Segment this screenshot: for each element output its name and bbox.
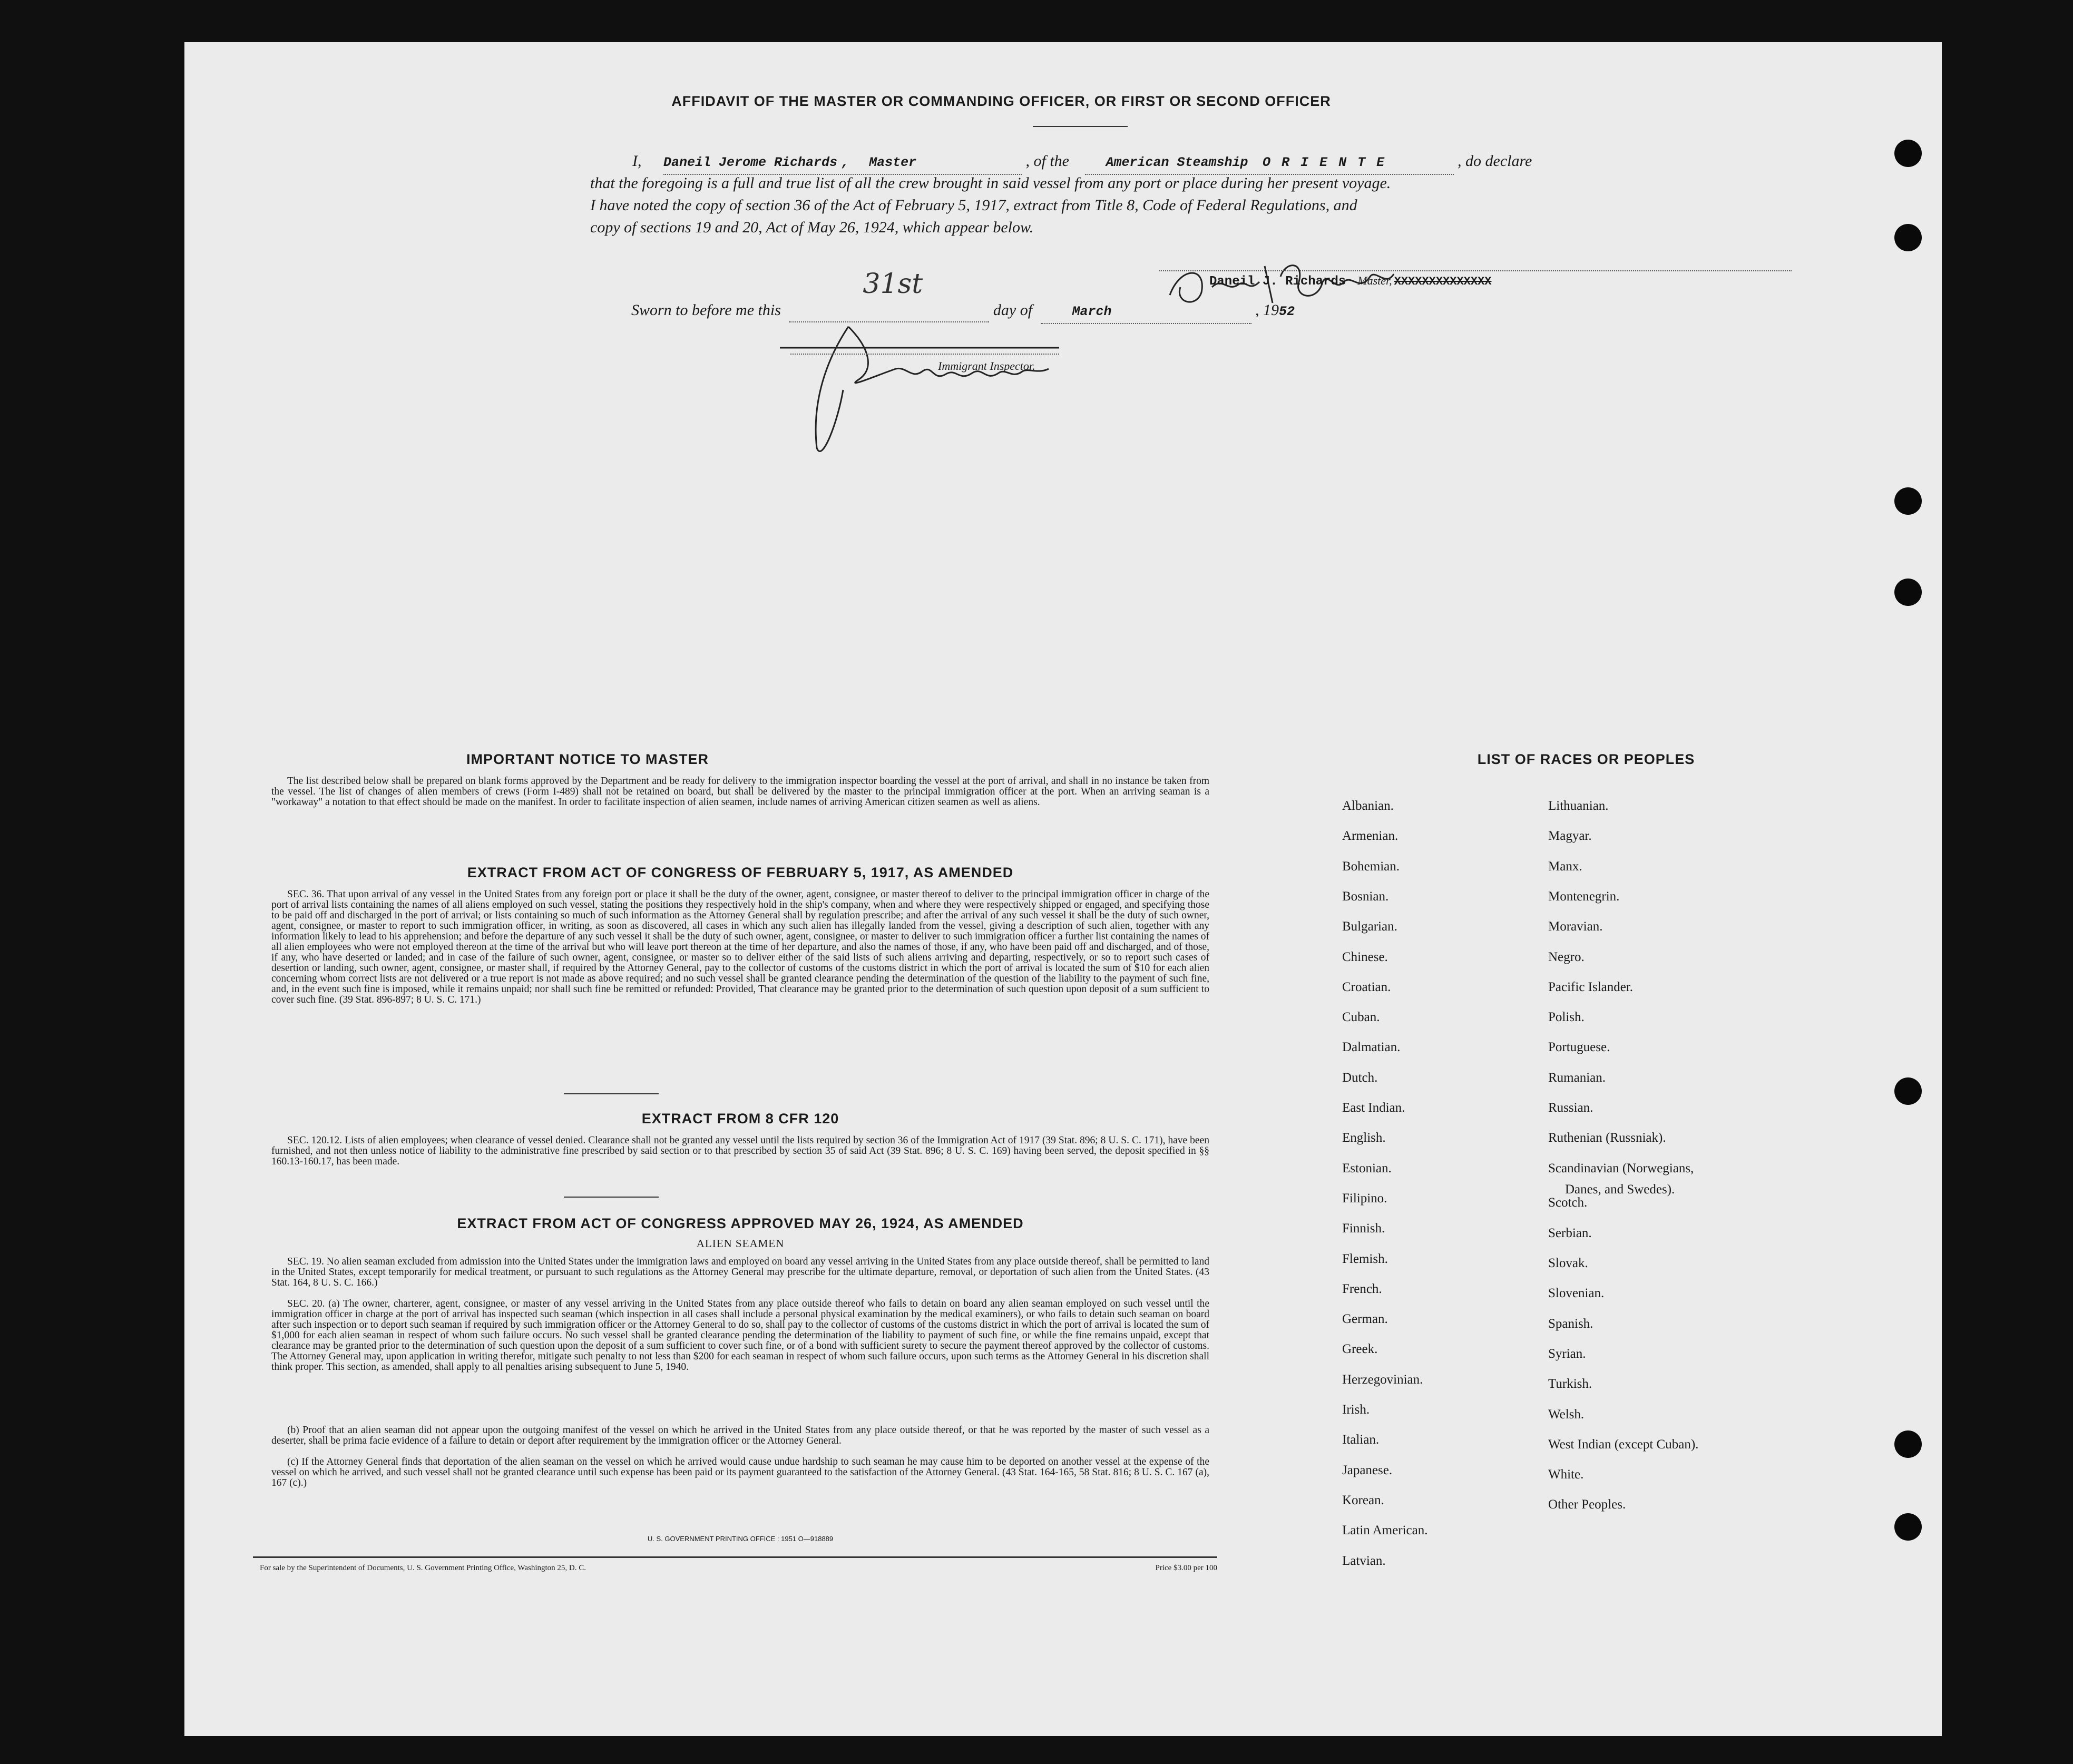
race-item: Welsh. bbox=[1548, 1407, 1585, 1422]
race-item: Rumanian. bbox=[1548, 1070, 1606, 1085]
race-item: Filipino. bbox=[1342, 1191, 1387, 1206]
printing-office-note: U. S. GOVERNMENT PRINTING OFFICE : 1951 O—918889 bbox=[647, 1535, 834, 1543]
declaration-line-2: that the foregoing is a full and true list of all the crew brought in said vessel from any port or place during her present voyage. bbox=[590, 174, 1391, 192]
binder-hole bbox=[1894, 579, 1922, 606]
race-item: Bohemian. bbox=[1342, 859, 1400, 874]
extract-1917-text: SEC. 36. That upon arrival of any vessel in the United States from any foreign port or place it shall be the duty of the owner, agent, consignee, or master thereof to deliver to the principal immigration officer in charge of the port of arrival lists containing the names of all aliens employed on such vessel, stating the positions they respectively hold in the ship's company, when and where they were respectively shipped or engaged, and specifying those to be paid off and discharged in the port of arrival; or lists containing so much of such information as the Attorney General shall by regulation prescribe; and after the arrival of any such vessel it shall be the duty of such owner, agent, consignee, or master to report to such immigration officer, in writing, as soon as discovered, all cases in which any such alien has illegally landed from the vessel, giving a description of such alien, together with any information likely to lead to his apprehension; and before the departure of any such vessel it shall be the duty of such owner, agent, consignee, or master to deliver to such immigration officer a further list containing the names of all alien employees who were not employed thereon at the time of the arrival but who will leave port thereon at the time of her departure, and also the names of those, if any, who have been paid off and discharged, and of those, if any, who have deserted or landed; and in case of the failure of such owner, agent, consignee, or master so to deliver either of the said lists of such aliens arriving and departing, respectively, or so to report such cases of desertion or landing, such owner, agent, consignee, or master shall, if required by the Attorney General, pay to the collector of customs of the customs district in which the port of arrival is located the sum of $10 for each alien concerning whom correct lists are not delivered or a true report is not made as above required; and no such vessel shall be granted clearance pending the determination of the question of the liability to the payment of such fine, and, in the event such fine is imposed, while it remains unpaid; nor shall such fine be remitted or refunded: Provided, That clearance may be granted prior to the determination of such question upon deposit of a sum sufficient to cover such fine. (39 Stat. 896-897; 8 U. S. C. 171.) bbox=[271, 889, 1209, 1005]
race-item: Dutch. bbox=[1342, 1070, 1378, 1085]
master-name-value: Daneil Jerome Richards bbox=[663, 155, 838, 170]
race-item: Spanish. bbox=[1548, 1316, 1593, 1331]
race-item: Negro. bbox=[1548, 949, 1585, 964]
race-item: Polish. bbox=[1548, 1010, 1585, 1025]
price-note: Price $3.00 per 100 bbox=[1155, 1564, 1217, 1572]
race-item: Japanese. bbox=[1342, 1463, 1393, 1477]
footer-rule bbox=[253, 1556, 1217, 1558]
master-signature-block bbox=[1209, 274, 1491, 289]
notice-heading: IMPORTANT NOTICE TO MASTER bbox=[466, 751, 709, 767]
race-item: Finnish. bbox=[1342, 1221, 1385, 1236]
race-item: English. bbox=[1342, 1131, 1386, 1145]
inspector-handwritten-signature bbox=[764, 316, 1070, 469]
vessel-name-value: O R I E N T E bbox=[1263, 155, 1386, 170]
sworn-month-value: March bbox=[1072, 304, 1112, 319]
year-prefix-label: , 19 bbox=[1255, 301, 1279, 319]
race-item: East Indian. bbox=[1342, 1101, 1405, 1115]
race-item: Armenian. bbox=[1342, 829, 1399, 844]
i-label: I, bbox=[632, 152, 642, 170]
inspector-signature-line bbox=[790, 353, 1059, 355]
extract-cfr-heading: EXTRACT FROM 8 CFR 120 bbox=[641, 1111, 839, 1126]
binder-hole bbox=[1894, 140, 1922, 167]
race-item: Portuguese. bbox=[1548, 1040, 1610, 1055]
race-item: Magyar. bbox=[1548, 829, 1592, 844]
race-item: Pacific Islander. bbox=[1548, 979, 1634, 994]
race-item: Russian. bbox=[1548, 1101, 1593, 1115]
day-of-label: day of bbox=[993, 301, 1033, 319]
affidavit-title: AFFIDAVIT OF THE MASTER OR COMMANDING OFFICER, OR FIRST OR SECOND OFFICER bbox=[671, 93, 1331, 109]
race-item: Chinese. bbox=[1342, 949, 1388, 964]
declaration-line-4: copy of sections 19 and 20, Act of May 26, 1924, which appear below. bbox=[590, 219, 1034, 236]
alien-seamen-subheading: ALIEN SEAMEN bbox=[696, 1237, 785, 1250]
for-sale-note: For sale by the Superintendent of Documents, U. S. Government Printing Office, Washington 25, D. C. bbox=[260, 1564, 586, 1572]
race-item: Croatian. bbox=[1342, 979, 1391, 994]
sworn-label: Sworn to before me this bbox=[631, 301, 781, 319]
extract-1917-heading: EXTRACT FROM ACT OF CONGRESS OF FEBRUARY 5, 1917, AS AMENDED bbox=[467, 865, 1014, 880]
extract-1924-heading: EXTRACT FROM ACT OF CONGRESS APPROVED MAY 26, 1924, AS AMENDED bbox=[457, 1216, 1024, 1231]
race-item: Estonian. bbox=[1342, 1161, 1392, 1175]
race-item: Turkish. bbox=[1548, 1377, 1592, 1391]
master-signature-line bbox=[1159, 270, 1792, 271]
race-item: Latvian. bbox=[1342, 1553, 1386, 1568]
inspector-label: Immigrant Inspector. bbox=[938, 359, 1035, 373]
extract-cfr-text: SEC. 120.12. Lists of alien employees; when clearance of vessel denied. Clearance shall not be granted any vessel until the lists required by section 36 of the Immigration Act of 1917 (39 Stat. 896; 8 U. S. C. 171), have been furnished, and not then unless notice of liability to the administrative fine prescribed by said section or to that prescribed by section 35 of said Act (39 Stat. 896; 8 U. S. C. 169) having been served, the deposit specified in §§ 160.13-160.17, has been made. bbox=[271, 1135, 1209, 1167]
race-item: Bulgarian. bbox=[1342, 919, 1397, 934]
race-item: Herzegovinian. bbox=[1342, 1372, 1423, 1387]
race-item: Scandinavian (Norwegians, bbox=[1548, 1161, 1694, 1175]
sworn-year-value: 52 bbox=[1279, 304, 1295, 319]
race-item: Lithuanian. bbox=[1548, 799, 1609, 813]
race-item: Syrian. bbox=[1548, 1346, 1586, 1361]
binder-hole bbox=[1894, 1430, 1922, 1458]
struck-out-title: XXXXXXXXXXXXXX bbox=[1394, 275, 1492, 288]
race-item: Greek. bbox=[1342, 1342, 1378, 1357]
race-item: Ruthenian (Russniak). bbox=[1548, 1131, 1666, 1145]
binder-hole bbox=[1894, 487, 1922, 515]
sworn-day-value: 31st bbox=[863, 268, 923, 300]
race-item: Korean. bbox=[1342, 1493, 1384, 1507]
extract-1917-divider bbox=[564, 1093, 659, 1094]
race-item: Dalmatian. bbox=[1342, 1040, 1401, 1055]
race-item: Scotch. bbox=[1548, 1195, 1588, 1210]
race-item: Serbian. bbox=[1548, 1226, 1592, 1240]
race-item: Slovenian. bbox=[1548, 1286, 1605, 1301]
race-item: Latin American. bbox=[1342, 1523, 1428, 1538]
race-item: Albanian. bbox=[1342, 799, 1394, 813]
race-item: Manx. bbox=[1548, 859, 1582, 874]
of-the-label: , of the bbox=[1025, 152, 1069, 170]
binder-hole bbox=[1894, 224, 1922, 251]
race-item: Slovak. bbox=[1548, 1256, 1588, 1271]
binder-hole bbox=[1894, 1077, 1922, 1105]
declaration-line-1 bbox=[632, 150, 1776, 175]
race-item: Cuban. bbox=[1342, 1010, 1380, 1025]
binder-hole bbox=[1894, 1513, 1922, 1541]
extract-cfr-divider bbox=[564, 1197, 659, 1198]
vessel-type-value: American Steamship bbox=[1106, 155, 1248, 170]
do-declare-label: , do declare bbox=[1458, 152, 1532, 170]
race-item: German. bbox=[1342, 1312, 1388, 1327]
race-item: Irish. bbox=[1342, 1403, 1370, 1417]
sec19-text: SEC. 19. No alien seaman excluded from admission into the United States under the immigration laws and employed on board any vessel arriving in the United States from any place outside thereof, shall be permitted to land in the United States, except temporarily for medical treatment, or pursuant to such regulations as the Attorney General may prescribe for the ultimate departure, removal, or deportation of such alien from the United States. (43 Stat. 164, 8 U. S. C. 166.) bbox=[271, 1256, 1209, 1288]
races-heading: LIST OF RACES OR PEOPLES bbox=[1477, 751, 1695, 767]
race-item: Other Peoples. bbox=[1548, 1497, 1626, 1512]
race-item: Italian. bbox=[1342, 1433, 1380, 1447]
race-item: Flemish. bbox=[1342, 1251, 1388, 1266]
sec20c-text: (c) If the Attorney General finds that deportation of the alien seaman on the vessel on which he arrived would cause undue hardship to such seaman he may cause him to be deported on another vessel at the expense of the vessel on which he arrived, and such vessel shall not be granted clearance until such expense has been paid or its payment guaranteed to the satisfaction of the Attorney General. (43 Stat. 164-165, 58 Stat. 816; 8 U. S. C. 167 (a), 167 (c).) bbox=[271, 1456, 1209, 1488]
sec20b-text: (b) Proof that an alien seaman did not appear upon the outgoing manifest of the vessel on which he arrived in the United States from any place outside thereof, or that he was reported by the master of such vessel as a deserter, shall be prima facie evidence of a failure to detain or deport after requirement by the immigration officer or the Attorney General. bbox=[271, 1425, 1209, 1446]
race-item: Bosnian. bbox=[1342, 889, 1389, 904]
notice-text: The list described below shall be prepared on blank forms approved by the Department and be ready for delivery to the immigration inspector boarding the vessel at the port of arrival, and shall in no instance be taken from the vessel. The list of changes of alien members of crews (Form I-489) shall not be retained on board, but shall be delivered by the master to the principal immigration officer at the port. When an arriving seaman is a "workaway" a notation to that effect should be made on the manifest. In order to facilitate inspection of alien seamen, include names of arriving American citizen seamen as well as aliens. bbox=[271, 776, 1209, 808]
race-item: West Indian (except Cuban). bbox=[1548, 1437, 1699, 1452]
document-sheet bbox=[184, 42, 1942, 1736]
signature-title: Master, bbox=[1357, 274, 1392, 287]
race-item: Montenegrin. bbox=[1548, 889, 1620, 904]
race-item: French. bbox=[1342, 1281, 1382, 1296]
master-rank-value: Master bbox=[869, 155, 917, 170]
race-item: Danes, and Swedes). bbox=[1565, 1182, 1675, 1197]
race-item: White. bbox=[1548, 1467, 1584, 1482]
signature-name: Daneil J. Richards bbox=[1209, 275, 1346, 289]
title-divider bbox=[1033, 126, 1128, 127]
declaration-line-3: I have noted the copy of section 36 of the Act of February 5, 1917, extract from Title 8, Code of Federal Regulations, and bbox=[590, 197, 1357, 214]
race-item: Moravian. bbox=[1548, 919, 1603, 934]
sec20a-text: SEC. 20. (a) The owner, charterer, agent, consignee, or master of any vessel arriving in the United States from any place outside thereof who fails to detain on board any alien seaman employed on such vessel until the immigration officer in charge at the port of arrival has inspected such seaman (which inspection in all cases shall include a personal physical examination by the medical examiners), or who fails to detain such seaman on board after such inspection or to deport such seaman if required by such immigration officer or the Attorney General to do so, shall pay to the collector of customs of the customs district in which the port of arrival is located the sum of $1,000 for each alien seaman in respect of whom such failure occurs. No such vessel shall be granted clearance pending the determination of the liability to payment of such fine, or while the fine remains unpaid, except that clearance may be granted prior to the determination of such question upon the deposit of a sum sufficient to cover such fine, or of a bond with sufficient surety to secure the payment thereof approved by the collector of customs. The Attorney General may, upon application in writing therefor, mitigate such penalty to not less than $200 for each seaman in respect of whom such failure occurs, upon such terms as the Attorney General in his discretion shall think proper. This section, as amended, shall apply to all penalties arising subsequent to June 5, 1940. bbox=[271, 1298, 1209, 1373]
master-name-separator: , bbox=[841, 155, 849, 170]
